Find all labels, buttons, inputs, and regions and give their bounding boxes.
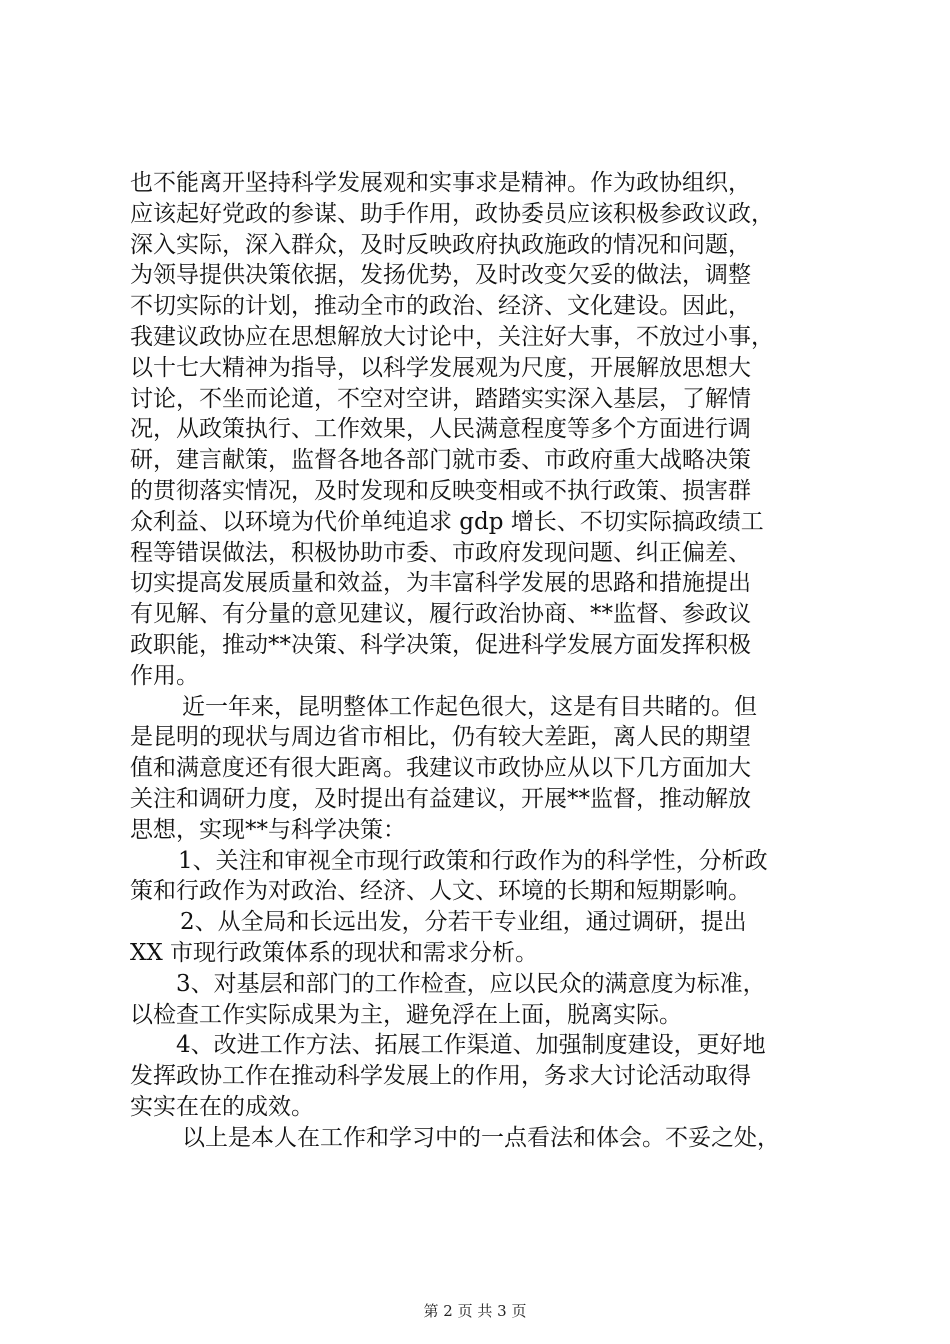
text-line: 以上是本人在工作和学习中的一点看法和体会。不妥之处，	[182, 1124, 780, 1151]
text-line: 我建议政协应在思想解放大讨论中，关注好大事，不放过小事，	[130, 323, 774, 350]
text-line: 不切实际的计划，推动全市的政治、经济、文化建设。因此，	[130, 293, 751, 320]
text-line: 2、从全局和长远出发，分若干专业组，通过调研，提出	[180, 909, 747, 936]
text-line: 实实在在的成效。	[130, 1093, 314, 1120]
text-line: XX 市现行政策体系的现状和需求分析。	[130, 939, 539, 966]
text-line: 的贯彻落实情况，及时发现和反映变相或不执行政策、损害群	[130, 477, 751, 504]
text-line: 策和行政作为对政治、经济、人文、环境的长期和短期影响。	[130, 878, 751, 905]
text-line: 值和满意度还有很大距离。我建议市政协应从以下几方面加大	[130, 755, 751, 782]
text-line: 3、对基层和部门的工作检查，应以民众的满意度为标准，	[176, 970, 766, 997]
text-line: 关注和调研力度，及时提出有益建议，开展**监督，推动解放	[130, 785, 751, 812]
text-line: 为领导提供决策依据，发扬优势，及时改变欠妥的做法，调整	[130, 262, 751, 289]
text-line: 发挥政协工作在推动科学发展上的作用，务求大讨论活动取得	[130, 1063, 751, 1090]
text-line: 深入实际，深入群众，及时反映政府执政施政的情况和问题，	[130, 231, 751, 258]
text-line: 众利益、以环境为代价单纯追求 gdp 增长、不切实际搞政绩工	[130, 508, 764, 535]
text-line: 切实提高发展质量和效益，为丰富科学发展的思路和措施提出	[130, 570, 751, 597]
text-line: 应该起好党政的参谋、助手作用，政协委员应该积极参政议政，	[130, 200, 774, 227]
document-body	[130, 168, 850, 1154]
page-number-footer: 第 2 页 共 3 页	[423, 1302, 527, 1320]
text-line: 况，从政策执行、工作效果，人民满意程度等多个方面进行调	[130, 416, 751, 443]
text-line: 近一年来，昆明整体工作起色很大，这是有目共睹的。但	[182, 693, 757, 720]
text-line: 作用。	[130, 662, 199, 689]
text-line: 思想，实现**与科学决策：	[130, 816, 406, 843]
text-line: 研，建言献策，监督各地各部门就市委、市政府重大战略决策	[130, 447, 751, 474]
text-line: 有见解、有分量的意见建议，履行政治协商、**监督、参政议	[130, 601, 751, 628]
text-line: 也不能离开坚持科学发展观和实事求是精神。作为政协组织，	[130, 170, 751, 196]
text-line: 4、改进工作方法、拓展工作渠道、加强制度建设，更好地	[176, 1032, 766, 1059]
text-line: 以检查工作实际成果为主，避免浮在上面，脱离实际。	[130, 1001, 682, 1028]
text-line: 1、关注和审视全市现行政策和行政作为的科学性，分析政	[178, 847, 768, 874]
text-line: 程等错误做法，积极协助市委、市政府发现问题、纠正偏差、	[130, 539, 751, 566]
text-line: 以十七大精神为指导，以科学发展观为尺度，开展解放思想大	[130, 354, 751, 381]
text-line: 政职能，推动**决策、科学决策，促进科学发展方面发挥积极	[130, 631, 751, 658]
text-line: 是昆明的现状与周边省市相比，仍有较大差距，离人民的期望	[130, 724, 751, 751]
text-line: 讨论，不坐而论道，不空对空讲，踏踏实实深入基层，了解情	[130, 385, 751, 412]
